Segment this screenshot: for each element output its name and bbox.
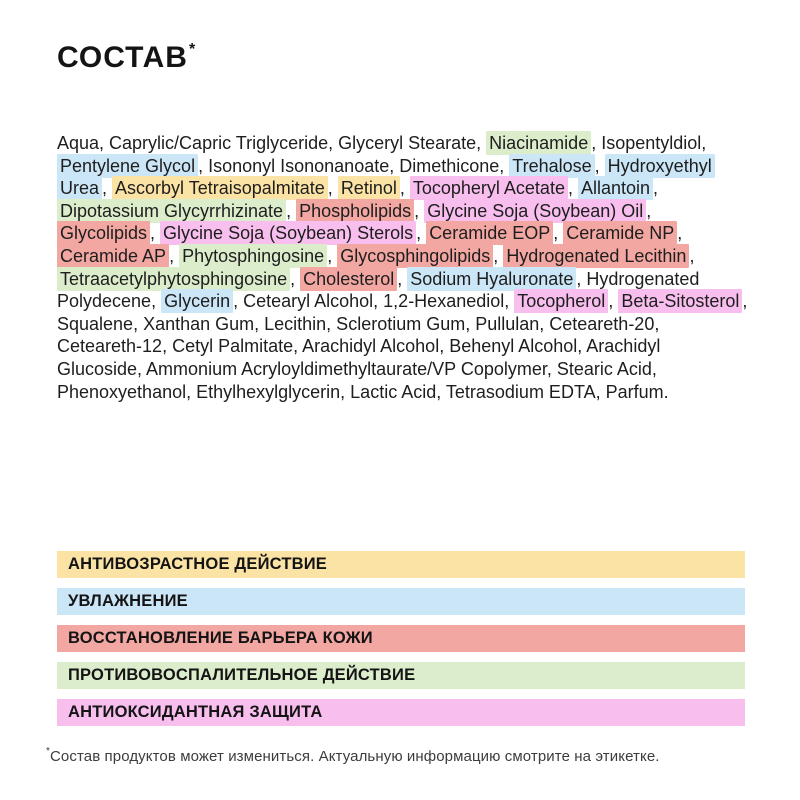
ingredient-text: , bbox=[646, 200, 652, 221]
ingredient-highlight-green: Tetraacetylphytosphingosine bbox=[57, 267, 290, 291]
ingredient-text: , Isopentyldiol, bbox=[591, 133, 707, 153]
ingredient-highlight-green: Phytosphingosine bbox=[179, 244, 327, 268]
ingredient-highlight-red: Glycolipids bbox=[57, 221, 150, 245]
ingredient-text: , bbox=[150, 223, 161, 244]
ingredient-text: , bbox=[399, 178, 410, 199]
ingredient-highlight-blue: Urea bbox=[57, 176, 102, 200]
ingredient-line bbox=[57, 381, 749, 404]
ingredient-text: , bbox=[327, 178, 338, 199]
ingredient-line bbox=[57, 245, 749, 268]
ingredient-highlight-blue: Trehalose bbox=[509, 154, 594, 178]
ingredient-text: , bbox=[677, 223, 683, 244]
ingredient-highlight-red: Ceramide NP bbox=[563, 221, 677, 245]
legend-label: АНТИОКСИДАНТНАЯ ЗАЩИТА bbox=[68, 703, 323, 721]
ingredient-line bbox=[57, 313, 749, 336]
ingredient-text: , bbox=[286, 200, 297, 221]
legend-label: ВОССТАНОВЛЕНИЕ БАРЬЕРА КОЖИ bbox=[68, 629, 373, 647]
legend-item-green bbox=[57, 662, 745, 689]
legend-label: АНТИВОЗРАСТНОЕ ДЕЙСТВИЕ bbox=[68, 555, 328, 573]
ingredient-highlight-red: Hydrogenated Lecithin bbox=[503, 244, 689, 268]
ingredient-line bbox=[57, 177, 749, 200]
ingredient-text: , bbox=[594, 155, 605, 176]
legend-item-pink bbox=[57, 699, 745, 726]
ingredient-highlight-green: Dipotassium Glycyrrhizinate bbox=[57, 199, 286, 223]
ingredient-text: Squalene, Xanthan Gum, Lecithin, Sclerotium Gum, Pullulan, Ceteareth-20, bbox=[57, 313, 660, 334]
ingredient-highlight-red: Ceramide AP bbox=[57, 244, 169, 268]
ingredient-text: , bbox=[553, 223, 564, 244]
ingredient-line bbox=[57, 268, 749, 291]
legend-label: ПРОТИВОВОСПАЛИТЕЛЬНОЕ ДЕЙСТВИЕ bbox=[68, 666, 416, 684]
ingredient-text: , bbox=[567, 178, 578, 199]
ingredient-text: , Cetearyl Alcohol, 1,2-Hexanediol, bbox=[233, 291, 515, 312]
ingredient-highlight-red: Cholesterol bbox=[300, 267, 397, 291]
ingredient-highlight-blue: Allantoin bbox=[578, 176, 653, 200]
ingredient-text: , bbox=[290, 268, 301, 289]
ingredient-text: Polydecene, bbox=[57, 291, 162, 312]
ingredient-text: , bbox=[742, 291, 748, 312]
ingredient-text: , Isononyl Isononanoate, Dimethicone, bbox=[198, 155, 510, 176]
ingredient-highlight-yellow: Retinol bbox=[338, 176, 400, 200]
page-title-text: СОСТАВ bbox=[57, 41, 188, 74]
legend-item-yellow bbox=[57, 551, 745, 578]
ingredient-text: , bbox=[397, 268, 408, 289]
ingredient-highlight-yellow: Ascorbyl Tetraisopalmitate bbox=[112, 176, 328, 200]
legend-label: УВЛАЖНЕНИЕ bbox=[68, 592, 188, 610]
ingredient-line bbox=[57, 200, 749, 223]
ingredient-highlight-red: Glycosphingolipids bbox=[337, 244, 493, 268]
footnote-asterisk: * bbox=[46, 746, 50, 757]
ingredient-highlight-blue: Glycerin bbox=[161, 289, 233, 313]
ingredient-text: Ceteareth-12, Cetyl Palmitate, Arachidyl Alcohol, Behenyl Alcohol, Arachidyl bbox=[57, 336, 661, 357]
ingredient-highlight-pink: Glycine Soja (Soybean) Sterols bbox=[160, 221, 416, 245]
ingredient-text: , bbox=[102, 178, 113, 199]
ingredient-line bbox=[57, 132, 749, 155]
ingredient-highlight-green: Niacinamide bbox=[486, 131, 591, 155]
ingredient-highlight-blue: Pentylene Glycol bbox=[57, 154, 198, 178]
ingredient-text: , Hydrogenated bbox=[576, 268, 700, 289]
ingredient-text: Glucoside, Ammonium Acryloyldimethyltaurate/VP Copolymer, Stearic Acid, bbox=[57, 358, 657, 379]
ingredient-line bbox=[57, 290, 749, 313]
ingredient-text: , bbox=[608, 291, 619, 312]
title-asterisk: * bbox=[188, 41, 197, 58]
ingredient-highlight-pink: Tocopheryl Acetate bbox=[410, 176, 568, 200]
footnote-text: Состав продуктов может измениться. Актуальную информацию смотрите на этикетке. bbox=[50, 748, 660, 765]
legend-item-blue bbox=[57, 588, 745, 615]
ingredient-text: , bbox=[414, 200, 425, 221]
legend bbox=[57, 551, 745, 736]
ingredient-text: , bbox=[169, 245, 180, 266]
ingredients-paragraph bbox=[57, 132, 749, 403]
ingredient-highlight-pink: Beta-Sitosterol bbox=[618, 289, 742, 313]
ingredient-text: , bbox=[493, 245, 504, 266]
ingredient-text: Phenoxyethanol, Ethylhexylglycerin, Lactic Acid, Tetrasodium EDTA, Parfum. bbox=[57, 381, 669, 402]
ingredient-text: , bbox=[689, 245, 695, 266]
ingredient-highlight-blue: Sodium Hyaluronate bbox=[407, 267, 576, 291]
ingredient-highlight-pink: Glycine Soja (Soybean) Oil bbox=[424, 199, 646, 223]
ingredient-line bbox=[57, 335, 749, 358]
page-title bbox=[57, 41, 195, 75]
ingredient-line bbox=[57, 155, 749, 178]
ingredient-line bbox=[57, 222, 749, 245]
legend-item-red bbox=[57, 625, 745, 652]
ingredient-highlight-red: Phospholipids bbox=[296, 199, 414, 223]
ingredient-text: Aqua, Caprylic/Capric Triglyceride, Glyceryl Stearate, bbox=[57, 133, 487, 153]
ingredient-text: , bbox=[653, 178, 659, 199]
ingredient-text: , bbox=[416, 223, 427, 244]
ingredient-line bbox=[57, 358, 749, 381]
ingredient-highlight-pink: Tocopherol bbox=[514, 289, 608, 313]
ingredient-highlight-red: Ceramide EOP bbox=[426, 221, 553, 245]
footnote bbox=[46, 747, 660, 765]
ingredient-text: , bbox=[327, 245, 338, 266]
ingredient-highlight-blue: Hydroxyethyl bbox=[605, 154, 715, 178]
